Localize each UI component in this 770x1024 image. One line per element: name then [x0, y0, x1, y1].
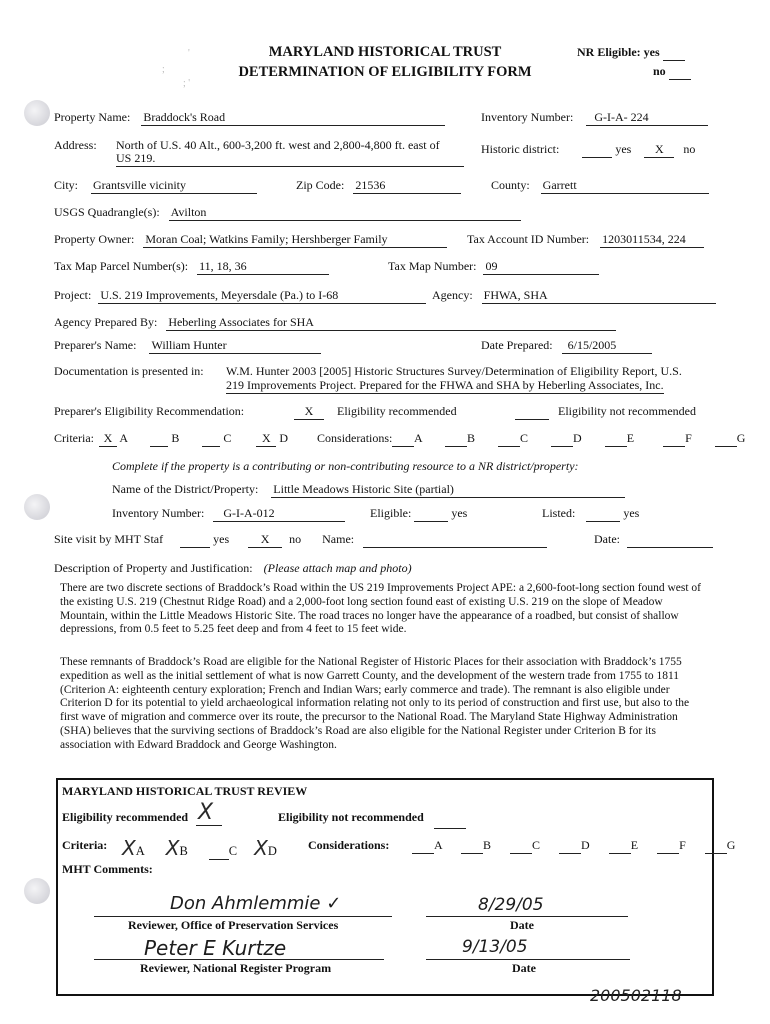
- review-criterion-c-label: C: [228, 844, 238, 858]
- hd-no-label: no: [683, 142, 696, 156]
- consideration-c-label: C: [520, 431, 529, 445]
- review-criteria-label: Criteria:: [62, 838, 108, 852]
- site-visit-field: [54, 532, 547, 548]
- review-recommended-mark[interactable]: X: [198, 800, 214, 825]
- review-considerations-row: [412, 838, 735, 854]
- mht-comments-label: MHT Comments:: [62, 862, 153, 876]
- site-visit-no-label: no: [289, 532, 302, 546]
- description-note: (Please attach map and photo): [263, 561, 412, 575]
- tax-account-field: [467, 232, 704, 248]
- nr-eligible-field: [577, 45, 685, 61]
- historic-district-label: Historic district:: [481, 142, 560, 156]
- site-visit-name-label: Name:: [322, 532, 355, 546]
- reviewer-1-date: 8/29/05: [478, 895, 544, 915]
- agency-prepared-label: Agency Prepared By:: [54, 315, 158, 329]
- description-paragraph-2: These remnants of Braddock’s Road are eligible for the National Register of Historic Places for their association with Braddock’s 1755 expedition as well as the initial settlement of what is now Garrett County, and the development of the western trade from 1755 to 1811 (Criterion A: eighteenth century exploration; French and Indian Wars; early commerce and trade). The remnant is also eligible under Criterion D for its potential to yield archaeological information relating not only to its period of construction and first use, but also to the first wave of migration and commerce over its route, the precursor to the National Road. The Maryland State Highway Administration (SHA) believes that the surviving sections of Braddock’s Road are also eligible for the National Register under Criterion B for its association with Edward Braddock and George Washington.: [60, 656, 690, 751]
- review-criterion-c-checkbox[interactable]: [209, 844, 229, 860]
- hd-no-checkbox[interactable]: X: [644, 142, 674, 158]
- tax-account-value[interactable]: 1203011534, 224: [600, 232, 704, 248]
- signature-reviewer-1: Don Ahmlemmie ✓: [170, 893, 342, 914]
- hd-yes-checkbox[interactable]: [582, 142, 612, 158]
- project-value[interactable]: U.S. 219 Improvements, Meyersdale (Pa.) to I-68: [98, 288, 426, 304]
- nr-no-checkbox[interactable]: [669, 64, 691, 80]
- owner-value[interactable]: Moran Coal; Watkins Family; Hershberger Family: [143, 232, 447, 248]
- criterion-d-label: D: [279, 431, 289, 445]
- hd-yes-label: yes: [615, 142, 632, 156]
- project-label: Project:: [54, 288, 92, 302]
- consideration-a-label: A: [414, 431, 423, 445]
- nr-no-label: no: [653, 64, 666, 78]
- punch-hole-top: [24, 100, 50, 126]
- date-2-label: Date: [512, 961, 536, 975]
- county-field: [491, 178, 709, 194]
- district-listed-yes: yes: [623, 506, 640, 520]
- reviewer-2-role: Reviewer, National Register Program: [140, 961, 332, 975]
- recommended-label: Eligibility recommended: [337, 404, 457, 418]
- consideration-b-checkbox[interactable]: [445, 431, 467, 447]
- usgs-field: [54, 205, 521, 221]
- county-label: County:: [491, 178, 530, 192]
- criterion-b-checkbox[interactable]: [150, 431, 168, 447]
- punch-hole-middle: [24, 494, 50, 520]
- nr-eligible-label: NR Eligible:: [577, 45, 641, 59]
- district-listed-label: Listed:: [542, 506, 576, 520]
- zip-field: [296, 178, 461, 194]
- reviewer-1-role: Reviewer, Office of Preservation Services: [128, 918, 339, 932]
- property-name-field: [54, 110, 445, 126]
- review-not-recommended-label: Eligibility not recommended: [278, 810, 424, 824]
- district-inventory-label: Inventory Number:: [112, 506, 205, 520]
- consideration-e-label: E: [626, 431, 635, 445]
- inventory-number-value[interactable]: G-I-A- 224: [586, 110, 708, 126]
- date-line-2[interactable]: [426, 959, 630, 960]
- usgs-value[interactable]: Avilton: [169, 205, 521, 221]
- documentation-line1[interactable]: W.M. Hunter 2003 [2005] Historic Structures Survey/Determination of Eligibility Report, U.S.: [226, 364, 682, 378]
- preparer-field: [54, 338, 321, 354]
- nr-yes-label: yes: [643, 45, 660, 59]
- reviewer-2-date: 9/13/05: [462, 937, 528, 957]
- address-line2[interactable]: US 219.: [116, 151, 464, 167]
- preparer-label: Preparer's Name:: [54, 338, 137, 352]
- agency-label: Agency:: [432, 288, 473, 302]
- district-label: Name of the District/Property:: [112, 482, 259, 496]
- owner-field: [54, 232, 447, 248]
- review-cons-b-checkbox[interactable]: [461, 838, 483, 854]
- not-recommended-label: Eligibility not recommended: [558, 404, 696, 418]
- district-value[interactable]: Little Meadows Historic Site (partial): [271, 482, 625, 498]
- agency-prepared-value[interactable]: Heberling Associates for SHA: [166, 315, 616, 331]
- zip-value[interactable]: 21536: [353, 178, 461, 194]
- site-visit-label: Site visit by MHT Staf: [54, 532, 164, 546]
- signature-reviewer-2: Peter E Kurtze: [144, 936, 287, 960]
- district-eligible-yes: yes: [451, 506, 468, 520]
- review-cons-d-checkbox[interactable]: [559, 838, 581, 854]
- review-criterion-d-mark[interactable]: X: [254, 836, 268, 860]
- review-cons-d-label: D: [581, 838, 590, 852]
- review-criterion-a-mark[interactable]: X: [122, 836, 136, 860]
- review-cons-e-label: E: [630, 838, 639, 852]
- recommended-field: [294, 404, 457, 420]
- signature-line-2[interactable]: [94, 959, 384, 960]
- criteria-row: [54, 431, 392, 447]
- consideration-f-checkbox[interactable]: [663, 431, 685, 447]
- date-prepared-field: [481, 338, 652, 354]
- historic-district-field: [481, 142, 695, 158]
- site-visit-yes-checkbox[interactable]: [180, 532, 210, 548]
- nr-yes-checkbox[interactable]: [663, 45, 685, 61]
- district-field: [112, 482, 625, 498]
- review-cons-g-label: G: [726, 838, 736, 852]
- owner-label: Property Owner:: [54, 232, 135, 246]
- review-recommended-label: Eligibility recommended: [62, 810, 189, 824]
- review-cons-c-label: C: [532, 838, 541, 852]
- form-title-line2: DETERMINATION OF ELIGIBILITY FORM: [238, 64, 532, 80]
- district-inventory-field: [112, 506, 345, 522]
- document-number-stamp: 200502118: [590, 986, 682, 1005]
- review-cons-g-checkbox[interactable]: [705, 838, 727, 854]
- district-eligible-label: Eligible:: [370, 506, 412, 520]
- tax-map-field: [388, 259, 599, 275]
- site-visit-date-label: Date:: [594, 532, 620, 546]
- consideration-d-label: D: [573, 431, 582, 445]
- nr-no-field: [653, 64, 691, 80]
- consideration-d-checkbox[interactable]: [551, 431, 573, 447]
- district-listed-field: [542, 506, 639, 522]
- tax-account-label: Tax Account ID Number:: [467, 232, 590, 246]
- preparer-value[interactable]: William Hunter: [149, 338, 321, 354]
- review-cons-a-checkbox[interactable]: [412, 838, 434, 854]
- site-visit-yes-label: yes: [213, 532, 230, 546]
- consideration-b-label: B: [467, 431, 476, 445]
- preparer-recommendation-label: Preparer's Eligibility Recommendation:: [54, 404, 245, 418]
- district-eligible-field: [370, 506, 467, 522]
- site-visit-date-value[interactable]: [627, 532, 713, 548]
- parcel-field: [54, 259, 329, 275]
- property-name-label: Property Name:: [54, 110, 131, 124]
- consideration-e-checkbox[interactable]: [605, 431, 627, 447]
- agency-field: [432, 288, 716, 304]
- punch-hole-bottom: [24, 878, 50, 904]
- date-prepared-value[interactable]: 6/15/2005: [562, 338, 652, 354]
- criterion-a-label: A: [119, 431, 128, 445]
- district-eligible-checkbox[interactable]: [414, 506, 448, 522]
- tax-map-value[interactable]: 09: [483, 259, 599, 275]
- consideration-c-checkbox[interactable]: [498, 431, 520, 447]
- review-not-recommended-line[interactable]: [434, 828, 466, 829]
- city-value[interactable]: Grantsville vicinity: [91, 178, 257, 194]
- address-label: Address:: [54, 138, 97, 152]
- review-criterion-a-label: A: [135, 844, 145, 858]
- complete-if-note: Complete if the property is a contributing or non-contributing resource to a NR district/property:: [112, 459, 579, 473]
- inventory-number-field: [481, 110, 708, 126]
- date-line-1[interactable]: [426, 916, 628, 917]
- parcel-value[interactable]: 11, 18, 36: [197, 259, 329, 275]
- inventory-number-label: Inventory Number:: [481, 110, 574, 124]
- site-visit-date-field: [594, 532, 713, 548]
- documentation-line2[interactable]: 219 Improvements Project. Prepared for the FHWA and SHA by Heberling Associates, Inc.: [226, 378, 664, 392]
- not-recommended-field: [515, 404, 696, 420]
- date-1-label: Date: [510, 918, 534, 932]
- description-paragraph-1: There are two discrete sections of Braddock’s Road within the US 219 Improvements Project APE: a 2,600-foot-long section found west of the existing U.S. 219 (Chestnut Ridge Road) and a 2,000-foot long section found east of existing U.S. 219 on the slope of Meadow Mountain, within the Little Meadows Historic Site. The road traces no longer have the appearance of a roadbed, but consist of shallow depressions, from 0.5 feet to 5.25 feet deep and from 4 feet to 15 feet wide.: [60, 582, 701, 636]
- review-recommended-line: [196, 825, 222, 826]
- zip-label: Zip Code:: [296, 178, 345, 192]
- agency-prepared-field: [54, 315, 616, 331]
- review-cons-f-label: F: [679, 838, 686, 852]
- review-cons-b-label: B: [483, 838, 492, 852]
- consideration-a-checkbox[interactable]: [392, 431, 414, 447]
- considerations-row: [392, 431, 745, 447]
- tax-map-label: Tax Map Number:: [388, 259, 477, 273]
- description-label: Description of Property and Justification:: [54, 561, 253, 575]
- review-criteria-row: [122, 836, 277, 860]
- consideration-g-label: G: [736, 431, 746, 445]
- signature-line-1[interactable]: [94, 916, 392, 917]
- review-criterion-d-label: D: [267, 844, 277, 858]
- consideration-f-label: F: [685, 431, 692, 445]
- review-cons-c-checkbox[interactable]: [510, 838, 532, 854]
- description-heading: [54, 561, 412, 576]
- property-name-value[interactable]: Braddock's Road: [141, 110, 445, 126]
- city-field: [54, 178, 257, 194]
- review-title: MARYLAND HISTORICAL TRUST REVIEW: [62, 784, 308, 798]
- city-label: City:: [54, 178, 79, 192]
- review-cons-e-checkbox[interactable]: [609, 838, 631, 854]
- review-considerations-label: Considerations:: [308, 838, 390, 852]
- project-field: [54, 288, 426, 304]
- review-criterion-b-label: B: [179, 844, 188, 858]
- form-title-line1: MARYLAND HISTORICAL TRUST: [268, 44, 502, 60]
- district-inventory-value[interactable]: G-I-A-012: [213, 506, 345, 522]
- criterion-c-label: C: [223, 431, 232, 445]
- agency-value[interactable]: FHWA, SHA: [482, 288, 716, 304]
- considerations-label: Considerations:: [317, 431, 393, 445]
- date-prepared-label: Date Prepared:: [481, 338, 553, 352]
- usgs-label: USGS Quadrangle(s):: [54, 205, 160, 219]
- criterion-c-checkbox[interactable]: [202, 431, 220, 447]
- district-listed-checkbox[interactable]: [586, 506, 620, 522]
- review-criterion-b-mark[interactable]: X: [165, 836, 180, 860]
- criterion-b-label: B: [171, 431, 180, 445]
- recommended-checkbox[interactable]: X: [294, 404, 324, 420]
- site-visit-no-checkbox[interactable]: X: [248, 532, 282, 548]
- address-line1[interactable]: North of U.S. 40 Alt., 600-3,200 ft. west and 2,800-4,800 ft. east of: [116, 138, 440, 152]
- review-cons-f-checkbox[interactable]: [657, 838, 679, 854]
- county-value[interactable]: Garrett: [541, 178, 709, 194]
- parcel-label: Tax Map Parcel Number(s):: [54, 259, 189, 273]
- criteria-label: Criteria:: [54, 431, 94, 445]
- consideration-g-checkbox[interactable]: [715, 431, 737, 447]
- criterion-a-checkbox[interactable]: X: [99, 431, 117, 447]
- not-recommended-checkbox[interactable]: [515, 404, 549, 420]
- documentation-label: Documentation is presented in:: [54, 364, 204, 378]
- review-cons-a-label: A: [434, 838, 443, 852]
- site-visit-name-value[interactable]: [363, 532, 547, 548]
- criterion-d-checkbox[interactable]: X: [256, 431, 276, 447]
